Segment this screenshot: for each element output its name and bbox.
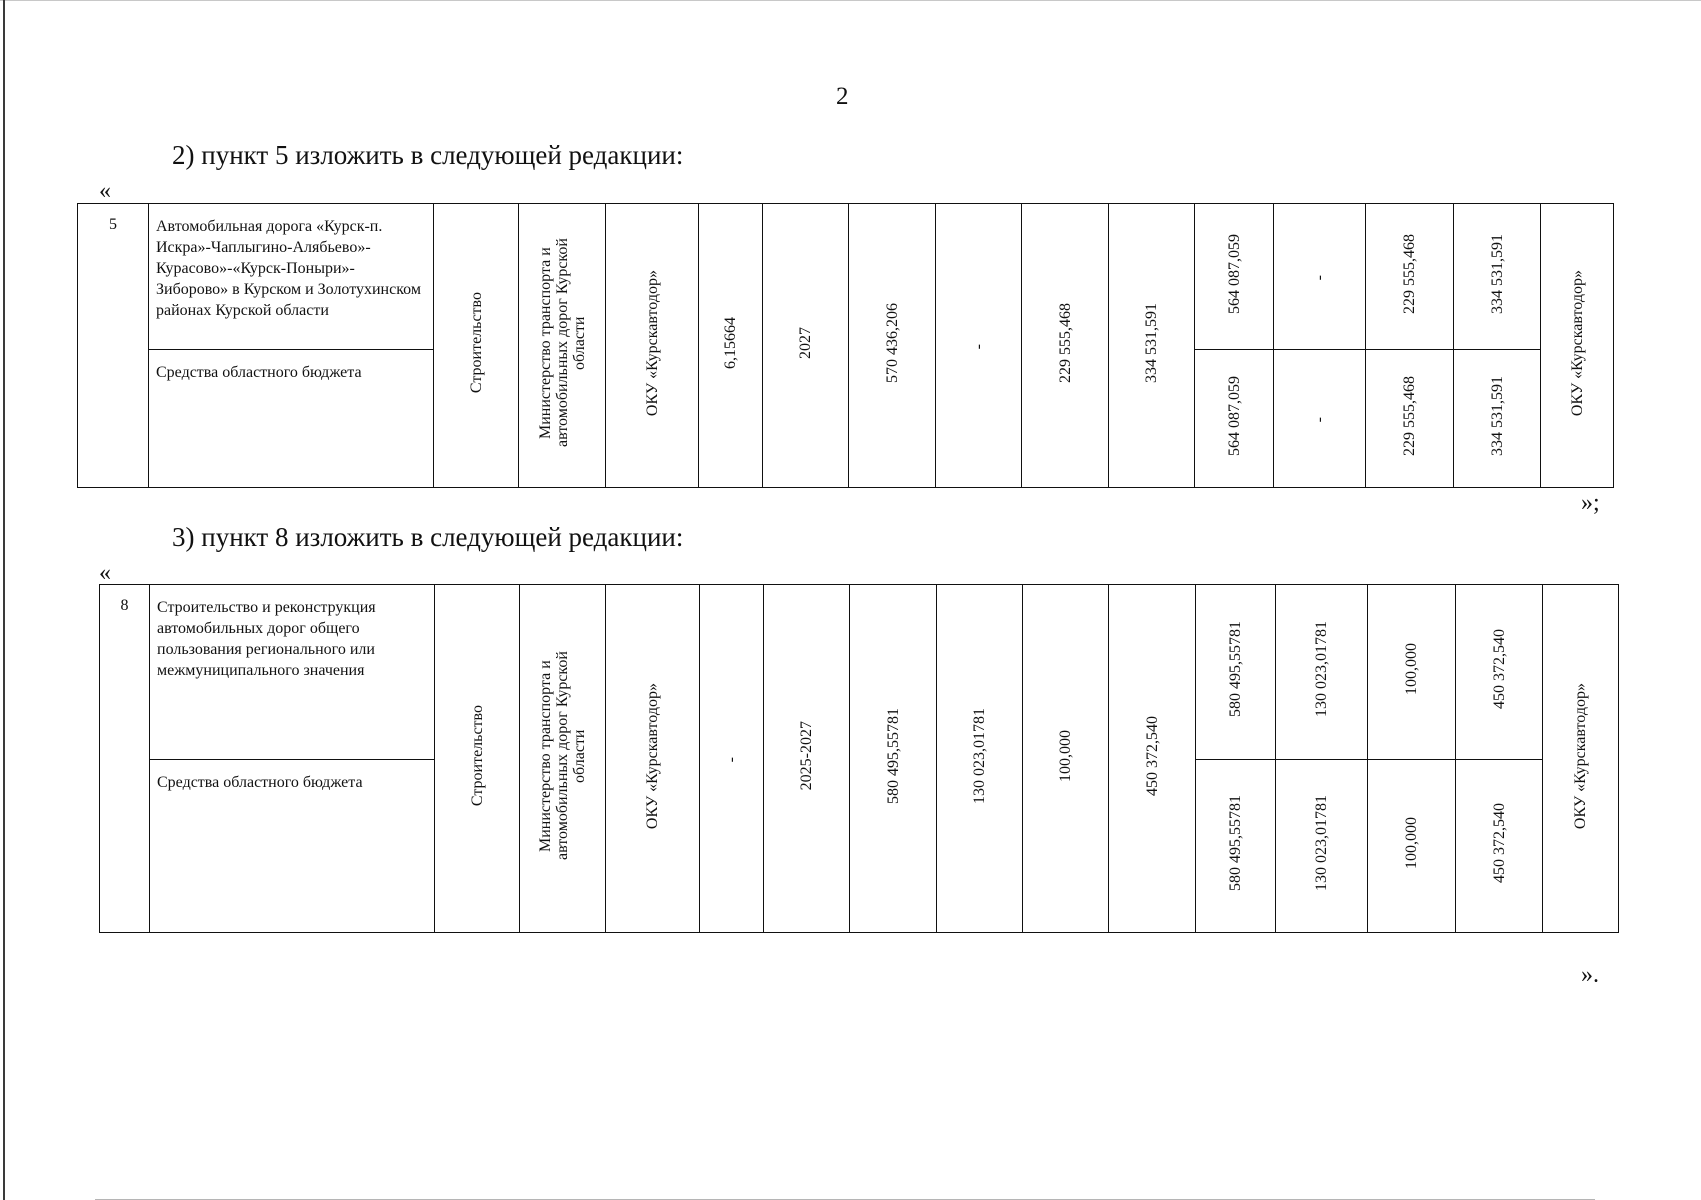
- value-c-text: 334 531,591: [1143, 302, 1160, 383]
- cell-bottom-4: [1454, 350, 1541, 488]
- cell-value-b: [1022, 204, 1109, 488]
- cell-length: [699, 204, 763, 488]
- cell-operator: [1543, 585, 1619, 933]
- value-c-text: 450 372,540: [1143, 715, 1161, 796]
- amendment-table-1: [77, 203, 1614, 488]
- top-3-text: 100,000: [1403, 643, 1420, 696]
- cell-object-name: Автомобильная дорога «Курск-п. Искра»-Чаплыгино-Алябьево»-Курасово»-«Курск-Поныри»-Зиборово» в Курском и Золотухинском районах Курской области: [149, 204, 434, 350]
- bottom-4-text: 334 531,591: [1488, 375, 1506, 456]
- operator-text: ОКУ «Курскавтодор»: [1572, 682, 1589, 829]
- scan-edge-top: [0, 0, 1701, 1]
- customer-text: Министерство транспорта и автомобильных дорог Курской области: [537, 651, 588, 861]
- top-2-text: -: [1311, 274, 1328, 281]
- scan-edge-left: [3, 0, 5, 1200]
- years-text: 2025-2027: [798, 721, 815, 791]
- cell-top-1: [1196, 585, 1276, 760]
- work-type-text: Строительство: [468, 705, 486, 807]
- bottom-1-text: 564 087,059: [1225, 375, 1243, 456]
- builder-text: ОКУ «Курскавтодор»: [644, 682, 661, 829]
- cell-work-type: [434, 204, 519, 488]
- cell-value-c: [1109, 585, 1196, 933]
- cell-funding-source: Средства областного бюджета: [150, 760, 435, 933]
- top-4-text: 450 372,540: [1490, 629, 1508, 710]
- value-b-text: 229 555,468: [1056, 302, 1074, 383]
- cell-item-number: 5: [78, 204, 149, 488]
- cell-top-3: [1366, 204, 1454, 350]
- bottom-3-text: 100,000: [1403, 817, 1420, 870]
- page-number: 2: [836, 83, 849, 110]
- section-heading-2: 3) пункт 8 изложить в следующей редакции:: [172, 522, 684, 552]
- length-text: 6,15664: [722, 316, 739, 369]
- cell-builder: [606, 585, 700, 933]
- cell-top-4: [1456, 585, 1543, 760]
- value-b-text: 100,000: [1057, 729, 1074, 782]
- open-quote-1: «: [99, 178, 111, 204]
- bottom-2-text: -: [1311, 416, 1328, 423]
- work-type-text: Строительство: [467, 292, 485, 394]
- top-1-text: 580 495,55781: [1227, 621, 1244, 718]
- cell-item-number: 8: [100, 585, 150, 933]
- cell-bottom-4: [1456, 760, 1543, 933]
- close-quote-2: ».: [1581, 962, 1599, 988]
- cell-top-2: [1276, 585, 1368, 760]
- cell-total-cost: [850, 585, 937, 933]
- top-2-text: 130 023,01781: [1313, 621, 1330, 718]
- cell-value-c: [1109, 204, 1195, 488]
- cell-bottom-2: [1274, 350, 1366, 488]
- cell-bottom-1: [1195, 350, 1274, 488]
- customer-text: Министерство транспорта и автомобильных дорог Курской области: [536, 238, 588, 448]
- operator-text: ОКУ «Курскавтодор»: [1568, 269, 1586, 416]
- amendment-table-2: [99, 584, 1619, 933]
- cell-top-2: [1274, 204, 1366, 350]
- cell-bottom-3: [1368, 760, 1456, 933]
- cell-bottom-1: [1196, 760, 1276, 933]
- cell-value-b: [1023, 585, 1109, 933]
- cell-bottom-2: [1276, 760, 1368, 933]
- total-cost-text: 580 495,55781: [884, 707, 902, 804]
- cell-total-cost: [849, 204, 936, 488]
- open-quote-2: «: [99, 560, 111, 586]
- section-heading-1: 2) пункт 5 изложить в следующей редакции:: [172, 140, 684, 170]
- builder-text: ОКУ «Курскавтодор»: [643, 269, 661, 416]
- cell-years: [764, 585, 850, 933]
- cell-top-3: [1368, 585, 1456, 760]
- close-quote-1: »;: [1581, 490, 1600, 516]
- cell-length: [700, 585, 764, 933]
- length-text: -: [723, 756, 740, 763]
- top-4-text: 334 531,591: [1488, 233, 1506, 314]
- top-3-text: 229 555,468: [1401, 233, 1418, 314]
- cell-value-a: [937, 585, 1023, 933]
- cell-top-4: [1454, 204, 1541, 350]
- cell-top-1: [1195, 204, 1274, 350]
- cell-customer: [520, 585, 606, 933]
- bottom-4-text: 450 372,540: [1490, 803, 1508, 884]
- cell-work-type: [435, 585, 520, 933]
- table-row: [78, 204, 1614, 350]
- cell-bottom-3: [1366, 350, 1454, 488]
- value-a-text: -: [970, 343, 987, 350]
- bottom-2-text: 130 023,01781: [1313, 795, 1330, 892]
- cell-years: [763, 204, 849, 488]
- bottom-1-text: 580 495,55781: [1227, 795, 1244, 892]
- value-a-text: 130 023,01781: [971, 707, 988, 804]
- bottom-3-text: 229 555,468: [1401, 375, 1418, 456]
- cell-value-a: [936, 204, 1022, 488]
- cell-object-name: Строительство и реконструкция автомобильных дорог общего пользования регионального или межмуниципального значения: [150, 585, 435, 760]
- cell-builder: [606, 204, 699, 488]
- cell-funding-source: Средства областного бюджета: [149, 350, 434, 488]
- years-text: 2027: [797, 326, 814, 359]
- total-cost-text: 570 436,206: [883, 302, 901, 383]
- cell-customer: [519, 204, 606, 488]
- cell-operator: [1541, 204, 1614, 488]
- table-row: [100, 585, 1619, 760]
- top-1-text: 564 087,059: [1225, 233, 1243, 314]
